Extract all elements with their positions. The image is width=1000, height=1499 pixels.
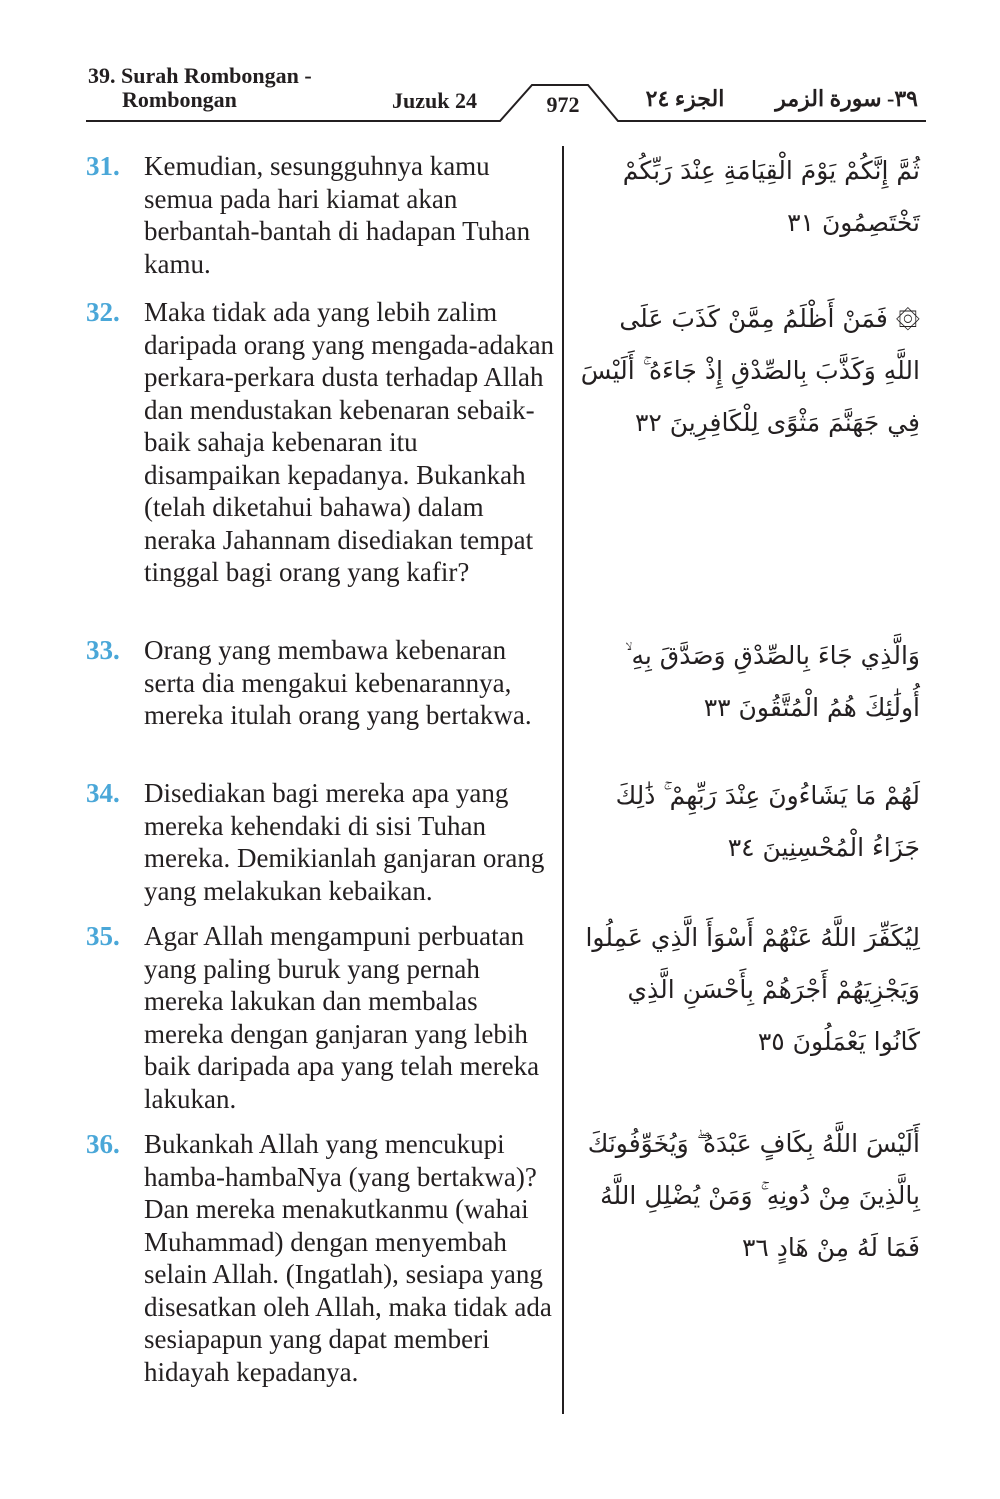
verse-31-translation xyxy=(86,150,556,280)
header-rule xyxy=(0,0,1000,130)
page-header xyxy=(0,0,1000,130)
surah-arabic: ٣٩- سورة الزمر xyxy=(775,86,918,111)
verse-34-arabic: لَهُمْ مَا يَشَاءُونَ عِنْدَ رَبِّهِمْ ۚ ذَٰلِكَ جَزَاءُ الْمُحْسِنِينَ ٣٤ xyxy=(615,781,920,862)
verse-number: 33. xyxy=(86,635,120,665)
verse-number: 31. xyxy=(86,151,120,181)
verse-32-translation xyxy=(86,296,556,589)
verse-text: Maka tidak ada yang lebih zalim daripada orang yang mengada-adakan perkara-perkara dusta terhadap Allah dan mendustakan kebenaran sebaik-baik sahaja kebenaran itu disampaikan kepadanya. Bukankah (telah diketahui bahawa) dalam neraka Jahannam disediakan tempat tinggal bagi orang yang kafir? xyxy=(144,297,555,587)
verse-number: 36. xyxy=(86,1129,120,1159)
verse-text: Disediakan bagi mereka apa yang mereka kehendaki di sisi Tuhan mereka. Demikianlah ganjaran orang yang melakukan kebaikan. xyxy=(144,778,545,906)
verse-31-arabic: ثُمَّ إِنَّكُمْ يَوْمَ الْقِيَامَةِ عِنْدَ رَبِّكُمْ تَخْتَصِمُونَ ٣١ xyxy=(622,156,920,237)
juz-arabic: الجزء ٢٤ xyxy=(645,86,725,111)
verse-35-translation xyxy=(86,920,556,1115)
verse-35-arabic: لِيُكَفِّرَ اللَّهُ عَنْهُمْ أَسْوَأَ الَّذِي عَمِلُوا وَيَجْزِيَهُمْ أَجْرَهُمْ بِأَحْسَنِ الَّذِي كَانُوا يَعْمَلُونَ ٣٥ xyxy=(585,923,920,1056)
verse-34-translation xyxy=(86,777,556,907)
verse-36-arabic: أَلَيْسَ اللَّهُ بِكَافٍ عَبْدَهُ ۖ وَيُخَوِّفُونَكَ بِالَّذِينَ مِنْ دُونِهِ ۚ وَمَنْ يُضْلِلِ اللَّهُ فَمَا لَهُ مِنْ هَادٍ ٣٦ xyxy=(587,1129,920,1262)
verse-text: Orang yang membawa kebenaran serta dia mengakui kebenarannya, mereka itulah orang yang bertakwa. xyxy=(144,635,532,730)
surah-title-line1: 39. Surah Rombongan - xyxy=(88,63,312,88)
verse-text: Kemudian, sesungguhnya kamu semua pada hari kiamat akan berbantah-bantah di hadapan Tuhan kamu. xyxy=(144,151,531,279)
juzuk-label: Juzuk 24 xyxy=(392,88,477,113)
verse-number: 35. xyxy=(86,921,120,951)
surah-title-line2: Rombongan xyxy=(122,87,237,112)
verse-32-arabic: ۞ فَمَنْ أَظْلَمُ مِمَّنْ كَذَبَ عَلَى اللَّهِ وَكَذَّبَ بِالصِّدْقِ إِذْ جَاءَهُ ۚ أَلَيْسَ فِي جَهَنَّمَ مَثْوًى لِلْكَافِرِينَ ٣٢ xyxy=(580,304,920,437)
verse-33-arabic: وَالَّذِي جَاءَ بِالصِّدْقِ وَصَدَّقَ بِهِ ۙ أُولَٰئِكَ هُمُ الْمُتَّقُونَ ٣٣ xyxy=(625,641,920,722)
verse-number: 34. xyxy=(86,778,120,808)
column-divider xyxy=(562,146,564,1414)
verse-33-translation xyxy=(86,634,556,732)
verse-text: Bukankah Allah yang mencukupi hamba-hambaNya (yang bertakwa)? Dan mereka menakutkanmu (wahai Muhammad) dengan menyembah selain Allah. (Ingatlah), sesiapa yang disesatkan oleh Allah, maka tidak ada sesiapapun yang dapat memberi hidayah kepadanya. xyxy=(144,1129,552,1387)
verse-number: 32. xyxy=(86,297,120,327)
page-number: 972 xyxy=(546,92,580,117)
verse-36-translation xyxy=(86,1128,556,1388)
verse-text: Agar Allah mengampuni perbuatan yang paling buruk yang pernah mereka lakukan dan membalas mereka dengan ganjaran yang lebih baik daripada apa yang telah mereka lakukan. xyxy=(144,921,540,1114)
